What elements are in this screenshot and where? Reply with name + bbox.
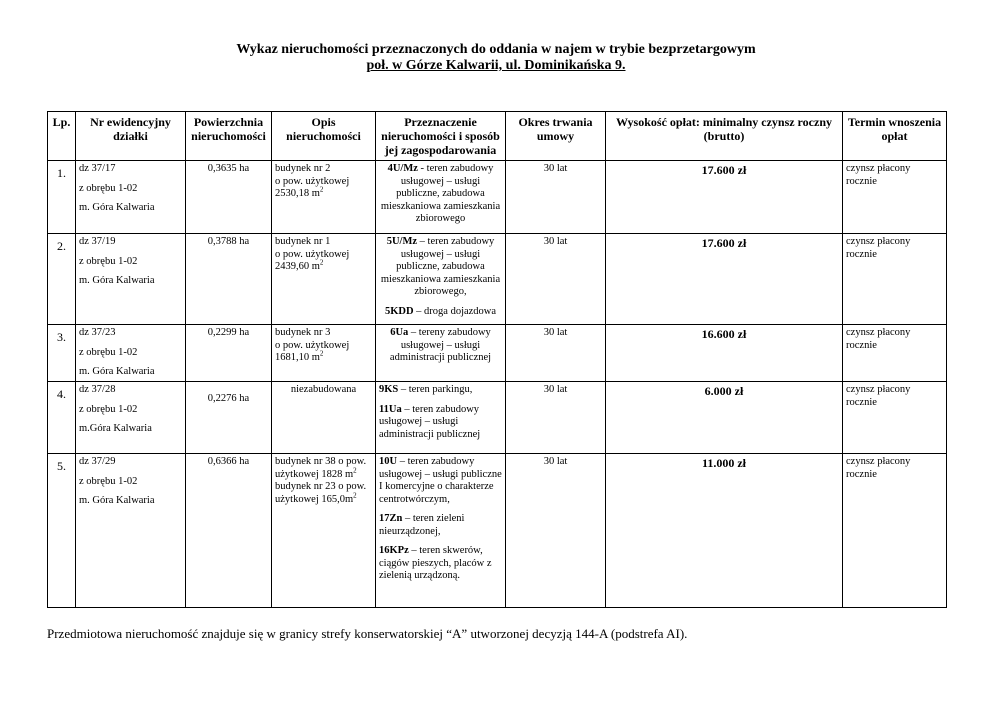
- header-oplata: Wysokość opłat: minimalny czynsz roczny (brutto): [606, 112, 843, 161]
- row-parcel: [76, 382, 186, 454]
- row-area: 0,6366 ha: [186, 454, 272, 608]
- table-row: [48, 454, 947, 608]
- row-fee: 11.000 zł: [606, 454, 843, 608]
- row-fee: 17.600 zł: [606, 234, 843, 325]
- row-purpose: 6Ua – tereny zabudowy usługowej – usługi administracji publicznej: [376, 325, 506, 382]
- header-przeznaczenie: Przeznaczenie nieruchomości i sposób jej zagospodarowania: [376, 112, 506, 161]
- row-lp: 3.: [48, 325, 76, 382]
- property-table: [47, 111, 947, 608]
- parcel-location: m.Góra Kalwaria: [79, 423, 152, 434]
- row-parcel: [76, 325, 186, 382]
- row-area: 0,2299 ha: [186, 325, 272, 382]
- row-parcel: [76, 234, 186, 325]
- row-description: budynek nr 1 o pow. użytkowej 2439,60 $m^2$: [272, 234, 376, 325]
- parcel-precinct: z obrębu 1-02: [79, 255, 138, 267]
- parcel-number: dz 37/17: [79, 163, 116, 174]
- row-term: 30 lat: [506, 325, 606, 382]
- row-fee: 6.000 zł: [606, 382, 843, 454]
- row-description: budynek nr 2 o pow. użytkowej 2530,18 $m^2$: [272, 161, 376, 234]
- header-lp: Lp.: [48, 112, 76, 161]
- row-lp: 2.: [48, 234, 76, 325]
- row-term: 30 lat: [506, 234, 606, 325]
- row-term: 30 lat: [506, 454, 606, 608]
- footer-note: Przedmiotowa nieruchomość znajduje się w granicy strefy konserwatorskiej “A” utworzonej decyzją 144-A (podstrefa AI).: [47, 626, 688, 641]
- row-term: 30 lat: [506, 161, 606, 234]
- row-fee: 17.600 zł: [606, 161, 843, 234]
- parcel-precinct: z obrębu 1-02: [79, 346, 138, 358]
- row-fee: 16.600 zł: [606, 325, 843, 382]
- header-pow: Powierzchnia nieruchomości: [186, 112, 272, 161]
- title-line-1: Wykaz nieruchomości przeznaczonych do oddania w najem w trybie bezprzetargowym: [236, 42, 756, 57]
- row-parcel: [76, 454, 186, 608]
- row-payment: czynsz płacony rocznie: [843, 382, 947, 454]
- parcel-precinct: z obrębu 1-02: [79, 403, 138, 415]
- parcel-number: dz 37/23: [79, 327, 116, 338]
- parcel-number: dz 37/28: [79, 384, 116, 395]
- row-lp: 5.: [48, 454, 76, 608]
- header-termin: Termin wnoszenia opłat: [843, 112, 947, 161]
- parcel-location: m. Góra Kalwaria: [79, 495, 155, 506]
- row-description: budynek nr 3 o pow. użytkowej 1681,10 $m^2$: [272, 325, 376, 382]
- row-payment: czynsz płacony rocznie: [843, 454, 947, 608]
- header-okres: Okres trwania umowy: [506, 112, 606, 161]
- row-purpose: 5U/Mz – teren zabudowy usługowej – usługi publiczne, zabudowa mieszkaniowa zamieszkania zbiorowego, 5KDD – droga dojazdowa: [376, 234, 506, 325]
- header-nr: Nr ewidencyjny działki: [76, 112, 186, 161]
- row-area: 0,2276 ha: [186, 382, 272, 454]
- row-parcel: [76, 161, 186, 234]
- row-payment: czynsz płacony rocznie: [843, 234, 947, 325]
- table-header-row: [48, 112, 947, 161]
- parcel-number: dz 37/19: [79, 236, 116, 247]
- row-lp: 1.: [48, 161, 76, 234]
- parcel-location: m. Góra Kalwaria: [79, 366, 155, 377]
- row-term: 30 lat: [506, 382, 606, 454]
- row-area: 0,3788 ha: [186, 234, 272, 325]
- parcel-location: m. Góra Kalwaria: [79, 202, 155, 213]
- table-row: [48, 161, 947, 234]
- row-lp: 4.: [48, 382, 76, 454]
- table-row: [48, 234, 947, 325]
- row-purpose: 4U/Mz - teren zabudowy usługowej – usługi publiczne, zabudowa mieszkaniowa zamieszkania zbiorowego: [376, 161, 506, 234]
- document-title: [0, 42, 992, 74]
- table-row: [48, 382, 947, 454]
- parcel-number: dz 37/29: [79, 456, 116, 467]
- parcel-precinct: z obrębu 1-02: [79, 182, 138, 194]
- header-opis: Opis nieruchomości: [272, 112, 376, 161]
- row-payment: czynsz płacony rocznie: [843, 161, 947, 234]
- row-description: budynek nr 38 o pow. użytkowej 1828 $m^2$ budynek nr 23 o pow. użytkowej $165,0m^2$: [272, 454, 376, 608]
- table-row: [48, 325, 947, 382]
- title-line-2: poł. w Górze Kalwarii, ul. Dominikańska 9.: [366, 58, 626, 73]
- parcel-location: m. Góra Kalwaria: [79, 275, 155, 286]
- row-area: 0,3635 ha: [186, 161, 272, 234]
- row-description: niezabudowana: [272, 382, 376, 454]
- row-purpose: 9KS – teren parkingu, 11Ua – teren zabudowy usługowej – usługi administracji publicznej: [376, 382, 506, 454]
- row-payment: czynsz płacony rocznie: [843, 325, 947, 382]
- parcel-precinct: z obrębu 1-02: [79, 475, 138, 487]
- row-purpose: 10U – teren zabudowy usługowej – usługi publiczne I komercyjne o charakterze centrotwórczym, 17Zn – teren zieleni nieurządzonej, 16KPz – teren skwerów, ciągów pieszych, placów z zielenią urządzoną.: [376, 454, 506, 608]
